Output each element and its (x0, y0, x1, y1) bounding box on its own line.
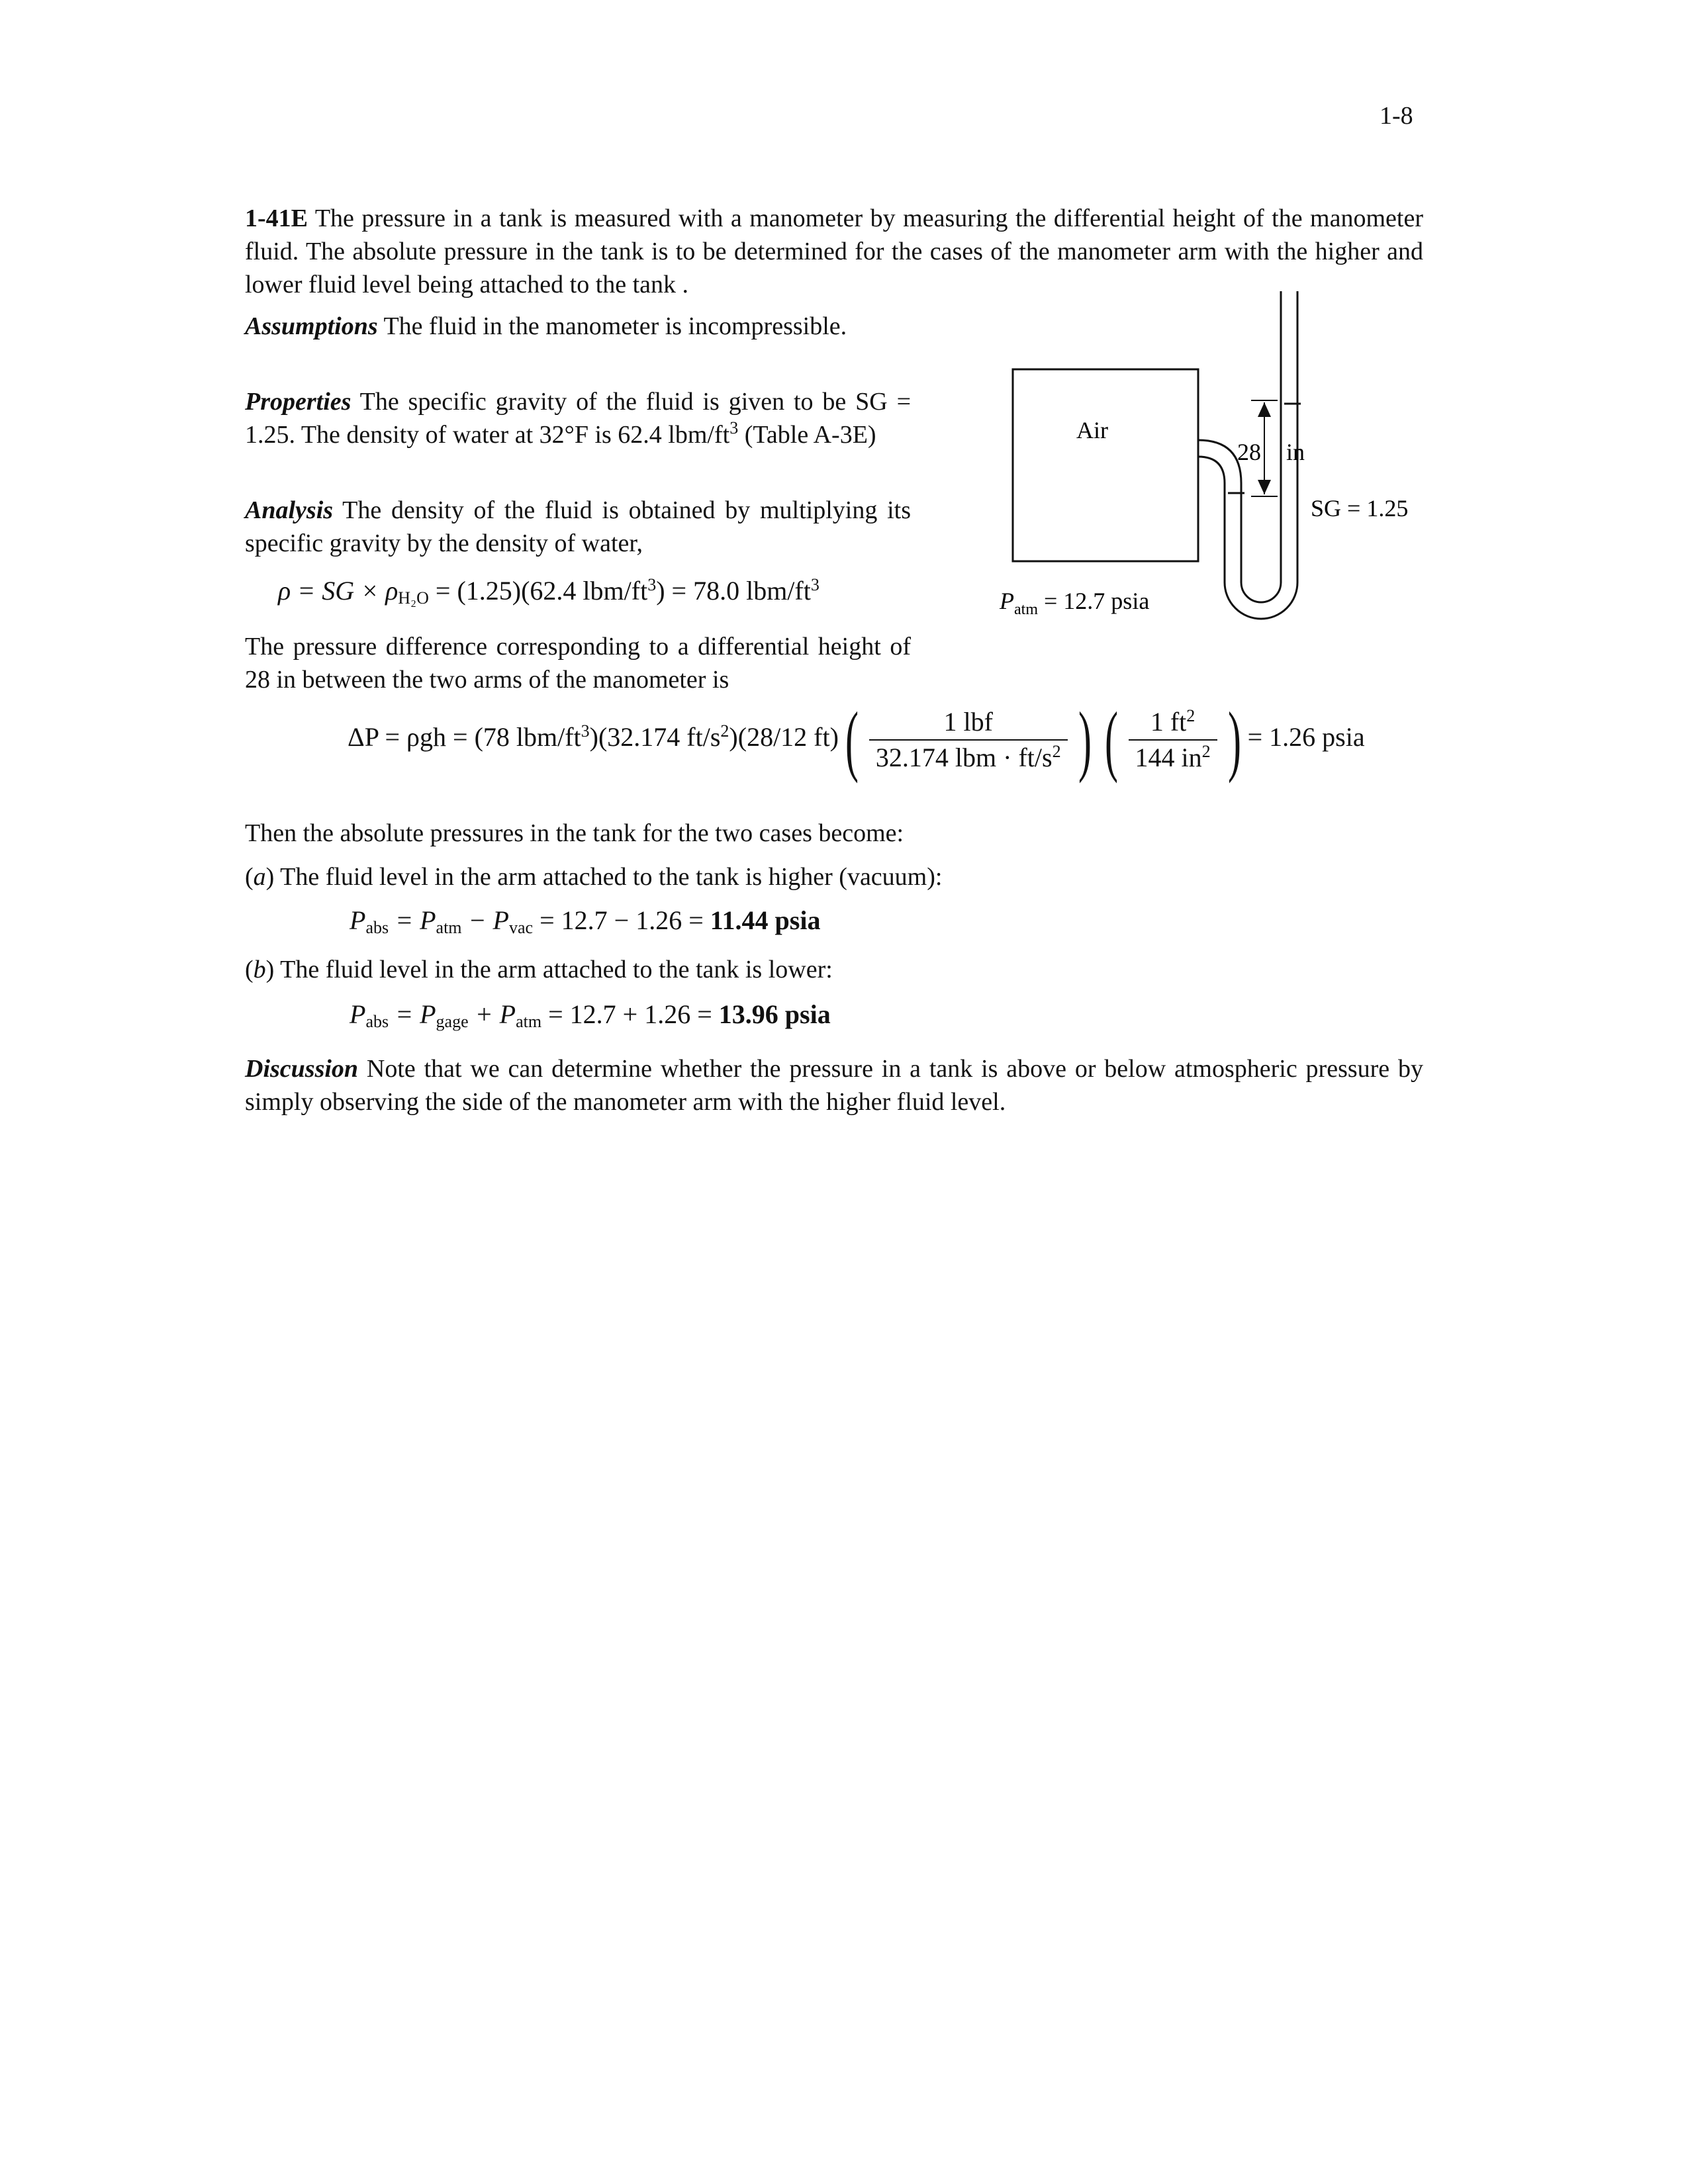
dp-frac1-den: 32.174 lbm · $ft/s^2$ (875, 742, 1061, 772)
connecting-tube-inner (1198, 457, 1225, 483)
dp-lhs: ΔP = ρgh = (78 lbm/ft (348, 722, 581, 752)
properties-paragraph (245, 385, 911, 451)
tank (1013, 369, 1198, 561)
density-eq-sup1: 3 (647, 575, 657, 594)
case-a-paragraph: (a) The fluid level in the arm attached to the tank is higher (vacuum): (245, 863, 943, 891)
assumptions-text: The fluid in the manometer is incompressible. (377, 312, 847, 340)
properties-label: Properties (245, 388, 352, 416)
dp-paren-close-1: ) (1078, 696, 1092, 784)
sg-label: SG = 1.25 (1311, 495, 1409, 522)
dp-paren-open-2: ( (1104, 696, 1118, 784)
case-b-text: The fluid level in the arm attached to the tank is lower: (274, 956, 833, 983)
dp-frac2-den: 144 $in^2$ (1135, 742, 1211, 772)
properties-text2: (Table A-3E) (738, 421, 876, 449)
density-eq-rhs2: ) = 78.0 lbm/ft (656, 576, 811, 606)
dimension-arrow-down (1258, 480, 1271, 494)
analysis-label: Analysis (245, 496, 334, 524)
pressure-diff-paragraph: The pressure difference corresponding to a differential height of 28 in between the two arms of the manometer is (245, 633, 911, 694)
case-b-result: 13.96 psia (718, 999, 831, 1029)
dp-mid1: )(32.174 ft/s (589, 722, 721, 752)
case-b-label: b (253, 956, 266, 983)
dp-paren-open-1: ( (845, 696, 859, 784)
dp-result: = 1.26 psia (1247, 722, 1365, 752)
assumptions-label: Assumptions (245, 312, 378, 340)
density-eq-rhs: = (1.25)(62.4 lbm/ft (428, 576, 648, 606)
dp-sup2: 2 (720, 721, 729, 741)
properties-sup: 3 (729, 418, 739, 437)
density-equation (278, 574, 820, 608)
case-a-equation: $P_{abs} = P_{atm} - P_{vac} = 12.7 - 1.26 = 11.44$ psia (350, 905, 821, 937)
assumptions-paragraph (245, 310, 911, 343)
problem-number: 1-41E (245, 205, 308, 232)
discussion-text: Note that we can determine whether the pressure in a tank is above or below atmospheric pressure by simply observing the side of the manometer arm with the higher fluid level. (245, 1055, 1423, 1116)
then-paragraph: Then the absolute pressures in the tank for the two cases become: (245, 819, 904, 847)
discussion-paragraph (245, 1052, 1423, 1118)
problem-text: The pressure in a tank is measured with a manometer by measuring the differential height of the manometer fluid. The absolute pressure in the tank is to be determined for the cases of the manometer arm with the higher and lower fluid level being attached to the tank . (245, 205, 1423, 298)
delta-p-equation (348, 696, 1365, 784)
dp-fraction-1 (869, 705, 1068, 775)
connecting-tube-outer (1198, 440, 1241, 483)
dimension-arrow-up (1258, 402, 1271, 417)
properties-text: The specific gravity of the fluid is given to be SG = 1.25. The density of water at 32°F is 62.4 lbm/ft (245, 388, 911, 449)
dp-sup1: 3 (581, 721, 590, 741)
case-b-equation: $P_{abs} = P_{gage} + P_{atm} = 12.7 + 1.26 = 13.96$ psia (350, 999, 831, 1031)
dp-mid2: )(28/12 ft) (729, 722, 839, 752)
dp-frac2-num: 1 $ft^2$ (1129, 705, 1217, 741)
analysis-text: The density of the fluid is obtained by multiplying its specific gravity by the density of water, (245, 496, 911, 557)
density-eq-sup2: 3 (810, 575, 820, 594)
analysis-paragraph (245, 494, 911, 560)
case-a-text: The fluid level in the arm attached to the tank is higher (vacuum): (274, 863, 943, 891)
case-a-result: 11.44 psia (710, 905, 821, 935)
case-b-paragraph: (b) The fluid level in the arm attached to the tank is lower: (245, 956, 833, 983)
height-unit: in (1286, 439, 1305, 465)
patm-label: $P_{atm} = 12.7$ psia (1000, 588, 1150, 618)
dp-fraction-2 (1129, 705, 1217, 775)
dp-frac1-num: 1 lbf (869, 705, 1068, 741)
u-bend-outer (1225, 582, 1297, 619)
height-value: 28 (1237, 439, 1261, 465)
case-a-label: a (253, 863, 266, 891)
page-number: 1-8 (1380, 102, 1413, 130)
problem-statement (245, 202, 1423, 301)
discussion-label: Discussion (245, 1055, 359, 1083)
tank-label: Air (1076, 417, 1108, 443)
density-eq-lhs: ρ = SG × ρ (278, 576, 399, 606)
u-bend-inner (1241, 582, 1281, 602)
dp-paren-close-2: ) (1227, 696, 1241, 784)
manometer-figure (980, 291, 1443, 662)
density-eq-sub: H₂O (398, 588, 429, 608)
